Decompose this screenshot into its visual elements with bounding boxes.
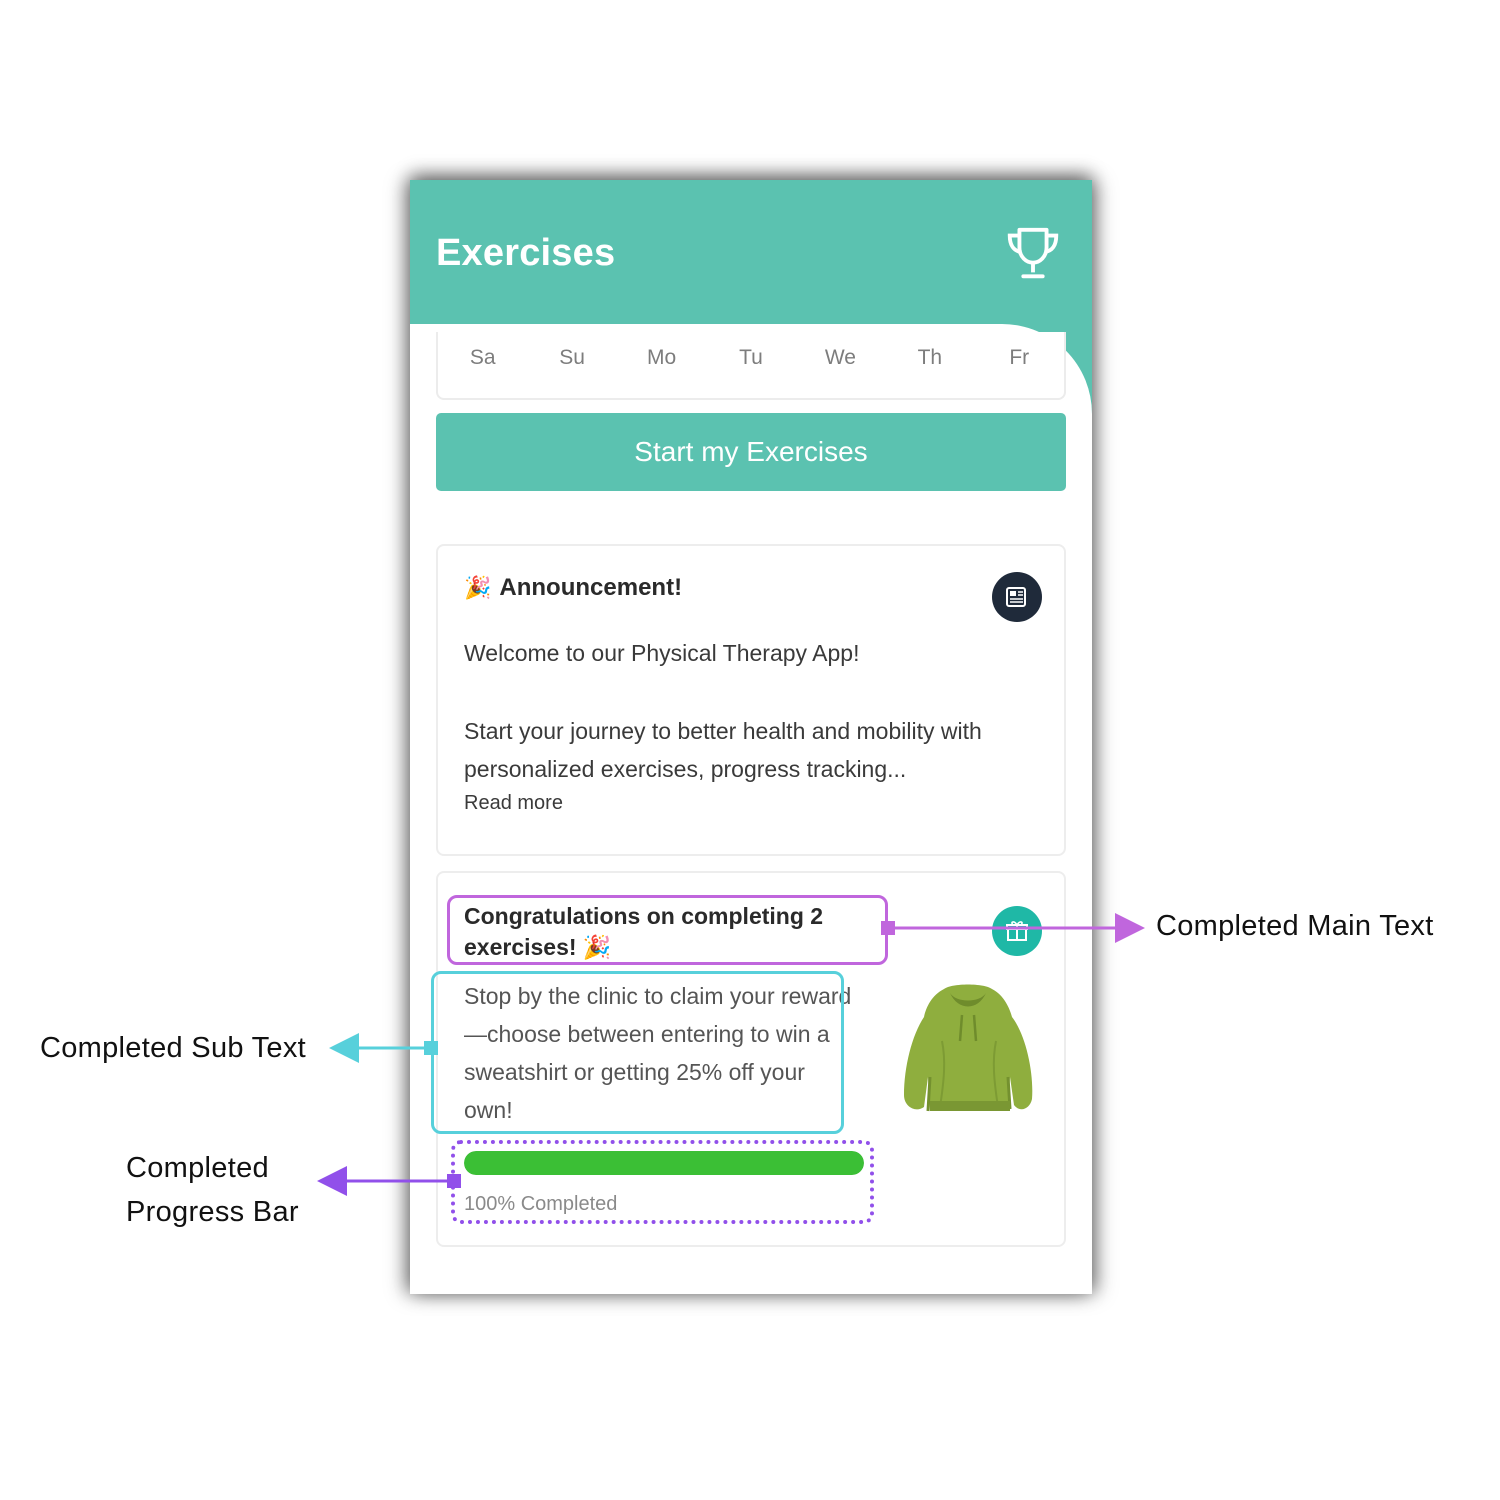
progress-highlight-box xyxy=(451,1140,874,1224)
sub-text-highlight-box xyxy=(431,971,844,1134)
announcement-card xyxy=(436,544,1066,856)
callout-progress-line2: Progress Bar xyxy=(126,1196,299,1228)
announcement-title-text: Announcement! xyxy=(499,574,683,601)
progress-label: 100% Completed xyxy=(464,1193,618,1215)
callout-progress xyxy=(126,1146,299,1234)
day-friday[interactable]: Fr xyxy=(1009,346,1030,369)
callout-main-text: Completed Main Text xyxy=(1156,910,1434,942)
read-more-link[interactable]: Read more xyxy=(464,792,563,814)
announcement-welcome: Welcome to our Physical Therapy App! xyxy=(464,640,860,666)
start-exercises-button[interactable]: Start my Exercises xyxy=(436,413,1066,491)
announcement-title xyxy=(464,574,682,602)
completed-main-text: Congratulations on completing 2 exercises! 🎉 xyxy=(464,903,824,960)
day-monday[interactable]: Mo xyxy=(646,346,677,369)
completed-sub-text: Stop by the clinic to claim your reward—choose between entering to win a sweatshirt or getting 25% off your own! xyxy=(464,983,852,1123)
main-text-highlight-box xyxy=(447,895,888,965)
announcement-body: Start your journey to better health and mobility with personalized exercises, progress tracking... xyxy=(464,718,982,782)
callout-sub-text: Completed Sub Text xyxy=(40,1032,307,1064)
day-saturday[interactable]: Sa xyxy=(469,346,496,369)
day-tuesday[interactable]: Tu xyxy=(739,346,763,369)
day-wednesday[interactable]: We xyxy=(824,346,856,369)
day-selector xyxy=(436,332,1066,400)
page-title: Exercises xyxy=(436,232,616,274)
party-popper-icon: 🎉 xyxy=(464,575,492,600)
callout-progress-line1: Completed xyxy=(126,1152,269,1184)
gift-icon[interactable] xyxy=(992,906,1042,956)
trophy-icon[interactable] xyxy=(1002,222,1064,284)
gift-glyph xyxy=(1004,918,1030,944)
day-thursday[interactable]: Th xyxy=(917,346,943,369)
sweatshirt-image xyxy=(900,981,1036,1121)
newspaper-icon[interactable] xyxy=(992,572,1042,622)
newspaper-glyph xyxy=(1004,584,1030,610)
day-sunday[interactable]: Su xyxy=(559,346,585,369)
